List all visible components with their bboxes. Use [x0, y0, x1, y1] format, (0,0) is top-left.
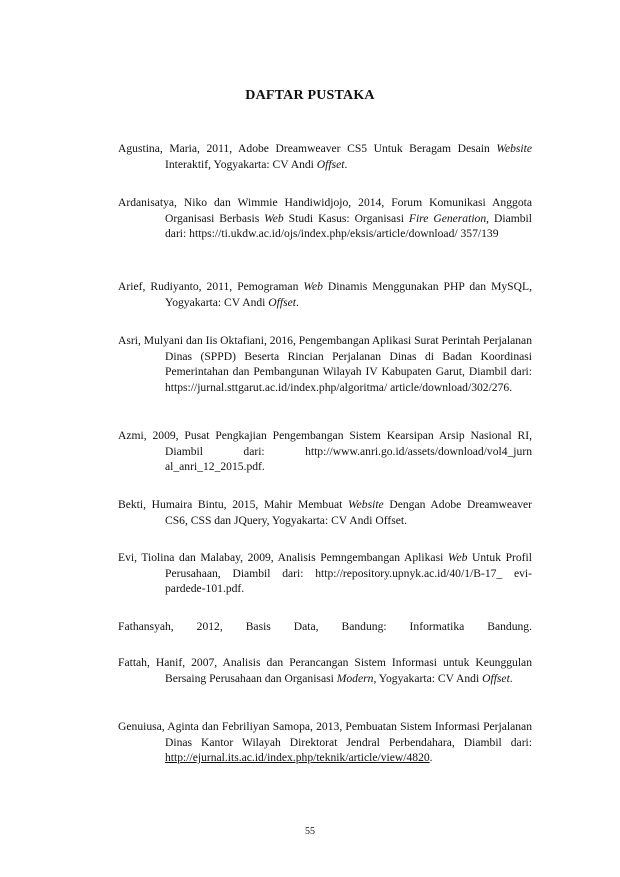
reference-text: Ardanisatya, Niko dan Wimmie Handiwidjojo, 2014, Forum Komunikasi Anggota Organisasi Berbasis: [118, 196, 532, 225]
reference-text: Fattah, Hanif, 2007, Analisis dan Perancangan Sistem Informasi untuk Keunggulan Bersaing Perusahaan dan Organisasi: [118, 656, 532, 685]
reference-text: Fathansyah, 2012, Basis Data, Bandung: Informatika Bandung.: [118, 620, 532, 633]
page-title: DAFTAR PUSTAKA: [245, 88, 375, 103]
reference-text: , Diambil dari: https://ti.ukdw.ac.id/ojs/index.php/eksis/article/download/ 357/139: [165, 211, 532, 241]
reference-text: Interaktif, Yogyakarta: CV Andi: [165, 157, 317, 171]
reference-text: Agustina, Maria, 2011, Adobe Dreamweaver CS5 Untuk Beragam Desain: [118, 142, 497, 155]
reference-text: Genuiusa, Aginta dan Febriliyan Samopa, 2013, Pembuatan Sistem Informasi Perjalanan Dinas Kantor Wilayah Direktorat Jendral Perbendahara, Diambil dari:: [118, 720, 532, 749]
reference-entry: [118, 195, 532, 242]
reference-entry: [118, 333, 532, 395]
reference-text: .: [295, 295, 299, 309]
reference-text: .: [344, 157, 348, 171]
reference-text: Evi, Tiolina dan Malabay, 2009, Analisis Pemngembangan Aplikasi: [118, 551, 448, 564]
reference-text: Dengan Adobe Dreamweaver CS6, CSS dan JQuery, Yogyakarta: CV Andi Offset.: [165, 498, 532, 527]
reference-italic-text: Fire Generation: [408, 211, 487, 225]
reference-italic-text: Website: [348, 498, 384, 511]
reference-text: Studi Kasus: Organisasi: [283, 211, 409, 225]
reference-entry: [118, 279, 532, 310]
reference-italic-text: Web: [303, 280, 323, 293]
reference-entry: [118, 719, 532, 766]
reference-text: Dinamis Menggunakan PHP dan MySQL, Yogyakarta: CV Andi: [165, 280, 532, 309]
page-number: 55: [305, 826, 315, 837]
reference-italic-text: Website: [496, 142, 532, 155]
reference-italic-text: Web: [447, 551, 468, 564]
reference-italic-text: Modern: [336, 671, 374, 685]
reference-link-text: http://ejurnal.its.ac.id/index.php/teknik/article/view/4820: [165, 751, 430, 765]
reference-entry: [118, 550, 532, 597]
reference-text: Untuk Profil Perusahaan, Diambil dari: http://repository.upnyk.ac.id/40/1/B-17_ evi-pardede-101.pdf.: [165, 551, 532, 596]
reference-italic-text: Offset: [482, 671, 510, 685]
reference-italic-text: Offset: [316, 157, 345, 171]
reference-entry: [118, 428, 532, 475]
reference-text: Arief, Rudiyanto, 2011, Pemograman: [118, 280, 304, 293]
reference-text: .: [429, 751, 433, 765]
reference-entry: [118, 141, 532, 172]
reference-text: .: [509, 671, 513, 685]
reference-italic-text: Web: [264, 211, 284, 225]
reference-text: Azmi, 2009, Pusat Pengkajian Pengembangan Sistem Kearsipan Arsip Nasional RI, Diambil dari: http://www.anri.go.id/assets/download/vol4_jurn al_anri_12_2015.pdf.: [118, 429, 532, 474]
reference-text: Asri, Mulyani dan Iis Oktafiani, 2016, Pengembangan Aplikasi Surat Perintah Perjalanan Dinas (SPPD) Beserta Rincian Perjalanan Dinas di Badan Koordinasi Pemerintahan dan Pembangunan Wilayah IV Kabupaten Garut, Diambil dari: https://jurnal.sttgarut.ac.id/index.php/algoritma/ article/download/302/276.: [118, 334, 532, 394]
reference-entry: [118, 619, 532, 635]
reference-text: , Yogyakarta: CV Andi: [373, 671, 483, 685]
reference-text: Bekti, Humaira Bintu, 2015, Mahir Membuat: [118, 498, 349, 511]
reference-italic-text: Offset: [268, 295, 296, 309]
reference-entry: [118, 497, 532, 528]
reference-entry: [118, 655, 532, 686]
